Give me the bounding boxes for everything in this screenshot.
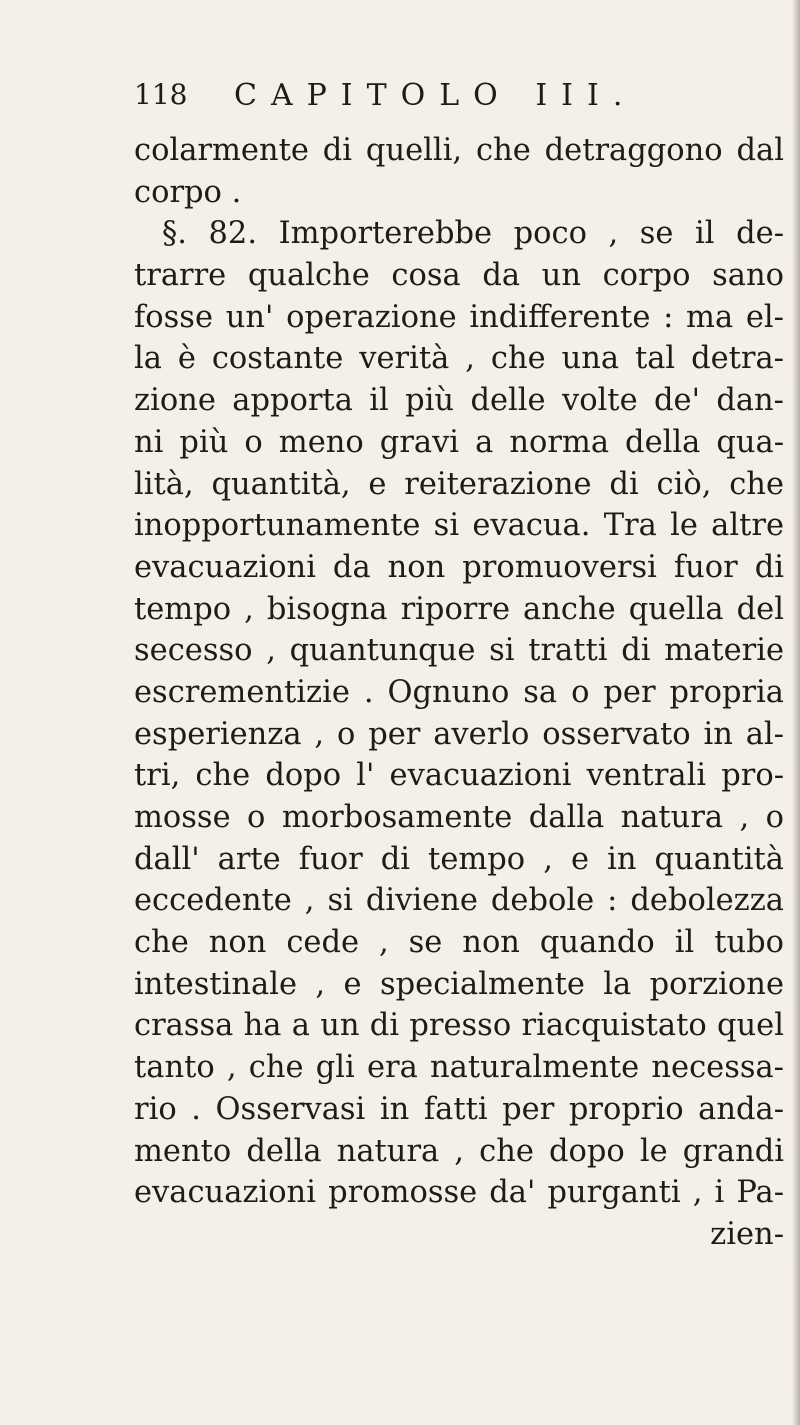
text-line: colarmente di quelli, che detraggono dal	[134, 133, 784, 168]
text-line: eccedente , si diviene debole : debolezza	[134, 883, 784, 919]
text-line: crassa ha a un di presso riacquistato quel	[134, 1008, 784, 1044]
text-line: corpo .	[134, 174, 242, 210]
text-line: esperienza , o per averlo osservato in al-	[134, 716, 784, 752]
page-header	[134, 78, 774, 118]
body-text	[134, 130, 784, 1256]
text-line: lità, quantità, e reiterazione di ciò, che	[134, 466, 784, 502]
text-line: escrementizie . Ognuno sa o per propria	[134, 674, 784, 710]
page-edge-shadow	[792, 0, 800, 1425]
text-line: la è costante verità , che una tal detra-	[134, 341, 784, 377]
running-head: CAPITOLO III.	[234, 78, 637, 113]
text-line: §. 82. Importerebbe poco , se il de-	[162, 216, 784, 252]
text-line: evacuazioni promosse da' purganti , i Pa-	[134, 1175, 784, 1211]
text-line: secesso , quantunque si tratti di materie	[134, 633, 784, 669]
text-line: tanto , che gli era naturalmente necessa-	[134, 1050, 784, 1086]
catchword: zien-	[710, 1216, 784, 1252]
page-number: 118	[134, 78, 188, 111]
text-line: evacuazioni da non promuoversi fuor di	[134, 549, 784, 585]
text-line: tri, che dopo l' evacuazioni ventrali pro-	[134, 758, 784, 794]
text-line: fosse un' operazione indifferente : ma el-	[134, 299, 784, 335]
text-line: mento della natura , che dopo le grandi	[134, 1133, 784, 1169]
text-line: intestinale , e specialmente la porzione	[134, 966, 784, 1002]
text-line: trarre qualche cosa da un corpo sano	[134, 258, 784, 294]
text-line: ni più o meno gravi a norma della qua-	[134, 424, 784, 460]
text-line: rio . Osservasi in fatti per proprio anda-	[134, 1091, 784, 1127]
text-line: che non cede , se non quando il tubo	[134, 925, 784, 961]
text-line: tempo , bisogna riporre anche quella del	[134, 591, 784, 627]
text-line: dall' arte fuor di tempo , e in quantità	[134, 841, 784, 877]
text-line: mosse o morbosamente dalla natura , o	[134, 800, 784, 835]
text-line: inopportunamente si evacua. Tra le altre	[134, 508, 784, 544]
text-line: zione apporta il più delle volte de' dan-	[134, 383, 784, 419]
